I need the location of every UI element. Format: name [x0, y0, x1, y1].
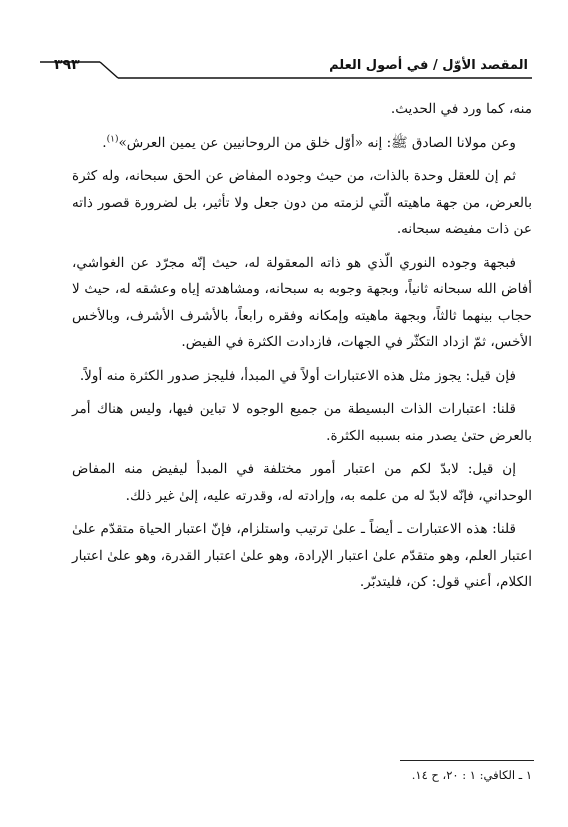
page-number: ٣٩٣ — [54, 57, 80, 73]
paragraph: قلنا: هذه الاعتبارات ـ أيضاً ـ علىٰ ترتيب واستلزام، فإنّ اعتبار الحياة متقدّم علىٰ اعتبار العلم، وهو متقدّم علىٰ اعتبار الإرادة، وهو علىٰ اعتبار القدرة، وهو علىٰ اعتبار الكلام، أعني قول: كن، فليتدبّر. — [72, 521, 532, 590]
main-text — [72, 96, 532, 603]
paragraph: وعن مولانا الصادق ﷺ: إنه «أوّل خلق من الروحانيين عن يمين العرش»$^{(١)}$. — [102, 133, 516, 151]
footnote-ref[interactable]: (١) — [106, 133, 119, 144]
footnote-divider — [400, 760, 534, 761]
paragraph: ثم إن للعقل وحدة بالذات، من حيث وجوده المفاض عن الحق سبحانه، وله كثرة بالعرض، من جهة ماهيته الّتي لزمته من دون جعل ولا تأثير، بل لضرورة قصور ذاته عن ذات مفيضه سبحانه. — [72, 168, 532, 237]
paragraph: فإن قيل: يجوز مثل هذه الاعتبارات أولاً في المبدأ، فليجز صدور الكثرة منه أولاً. — [79, 367, 516, 384]
paragraph: قلنا: اعتبارات الذات البسيطة من جميع الوجوه لا تباين فيها، وليس هناك أمر بالعرض حتىٰ يصدر منه بسببه الكثرة. — [72, 401, 532, 444]
paragraph: منه، كما ورد في الحديث. — [390, 101, 532, 117]
footnote: ١ ـ الكافي: ١ : ٢٠، ح ١٤. — [411, 768, 532, 782]
paragraph: فبجهة وجوده النوري الّذي هو ذاته المعقولة له، حيث إنّه مجرّد عن الغواشي، أفاض الله سبحانه ثانياً، وبجهة وجوبه به سبحانه، ومشاهدته إياه وعشقه له، حيث لا حجاب بينهما ثالثاً، وبجهة ماهيته وإمكانه وفقره رابعاً، بالأشرف الأشرف، وبالأخس الأخس، ثمّ ازداد التكثّر في الجهات، فازدادت الكثرة في الفيض. — [72, 254, 532, 350]
paragraph: إن قيل: لابدّ لكم من اعتبار أمور مختلفة في المبدأ ليفيض منه المفاض الوحداني، فإنّه لابدّ له من علمه به، وإرادته له، وقدرته عليه، إلىٰ غير ذلك. — [72, 461, 532, 504]
running-header — [40, 48, 532, 84]
header-title: المقصد الأوّل / في أصول العلم — [329, 58, 528, 73]
